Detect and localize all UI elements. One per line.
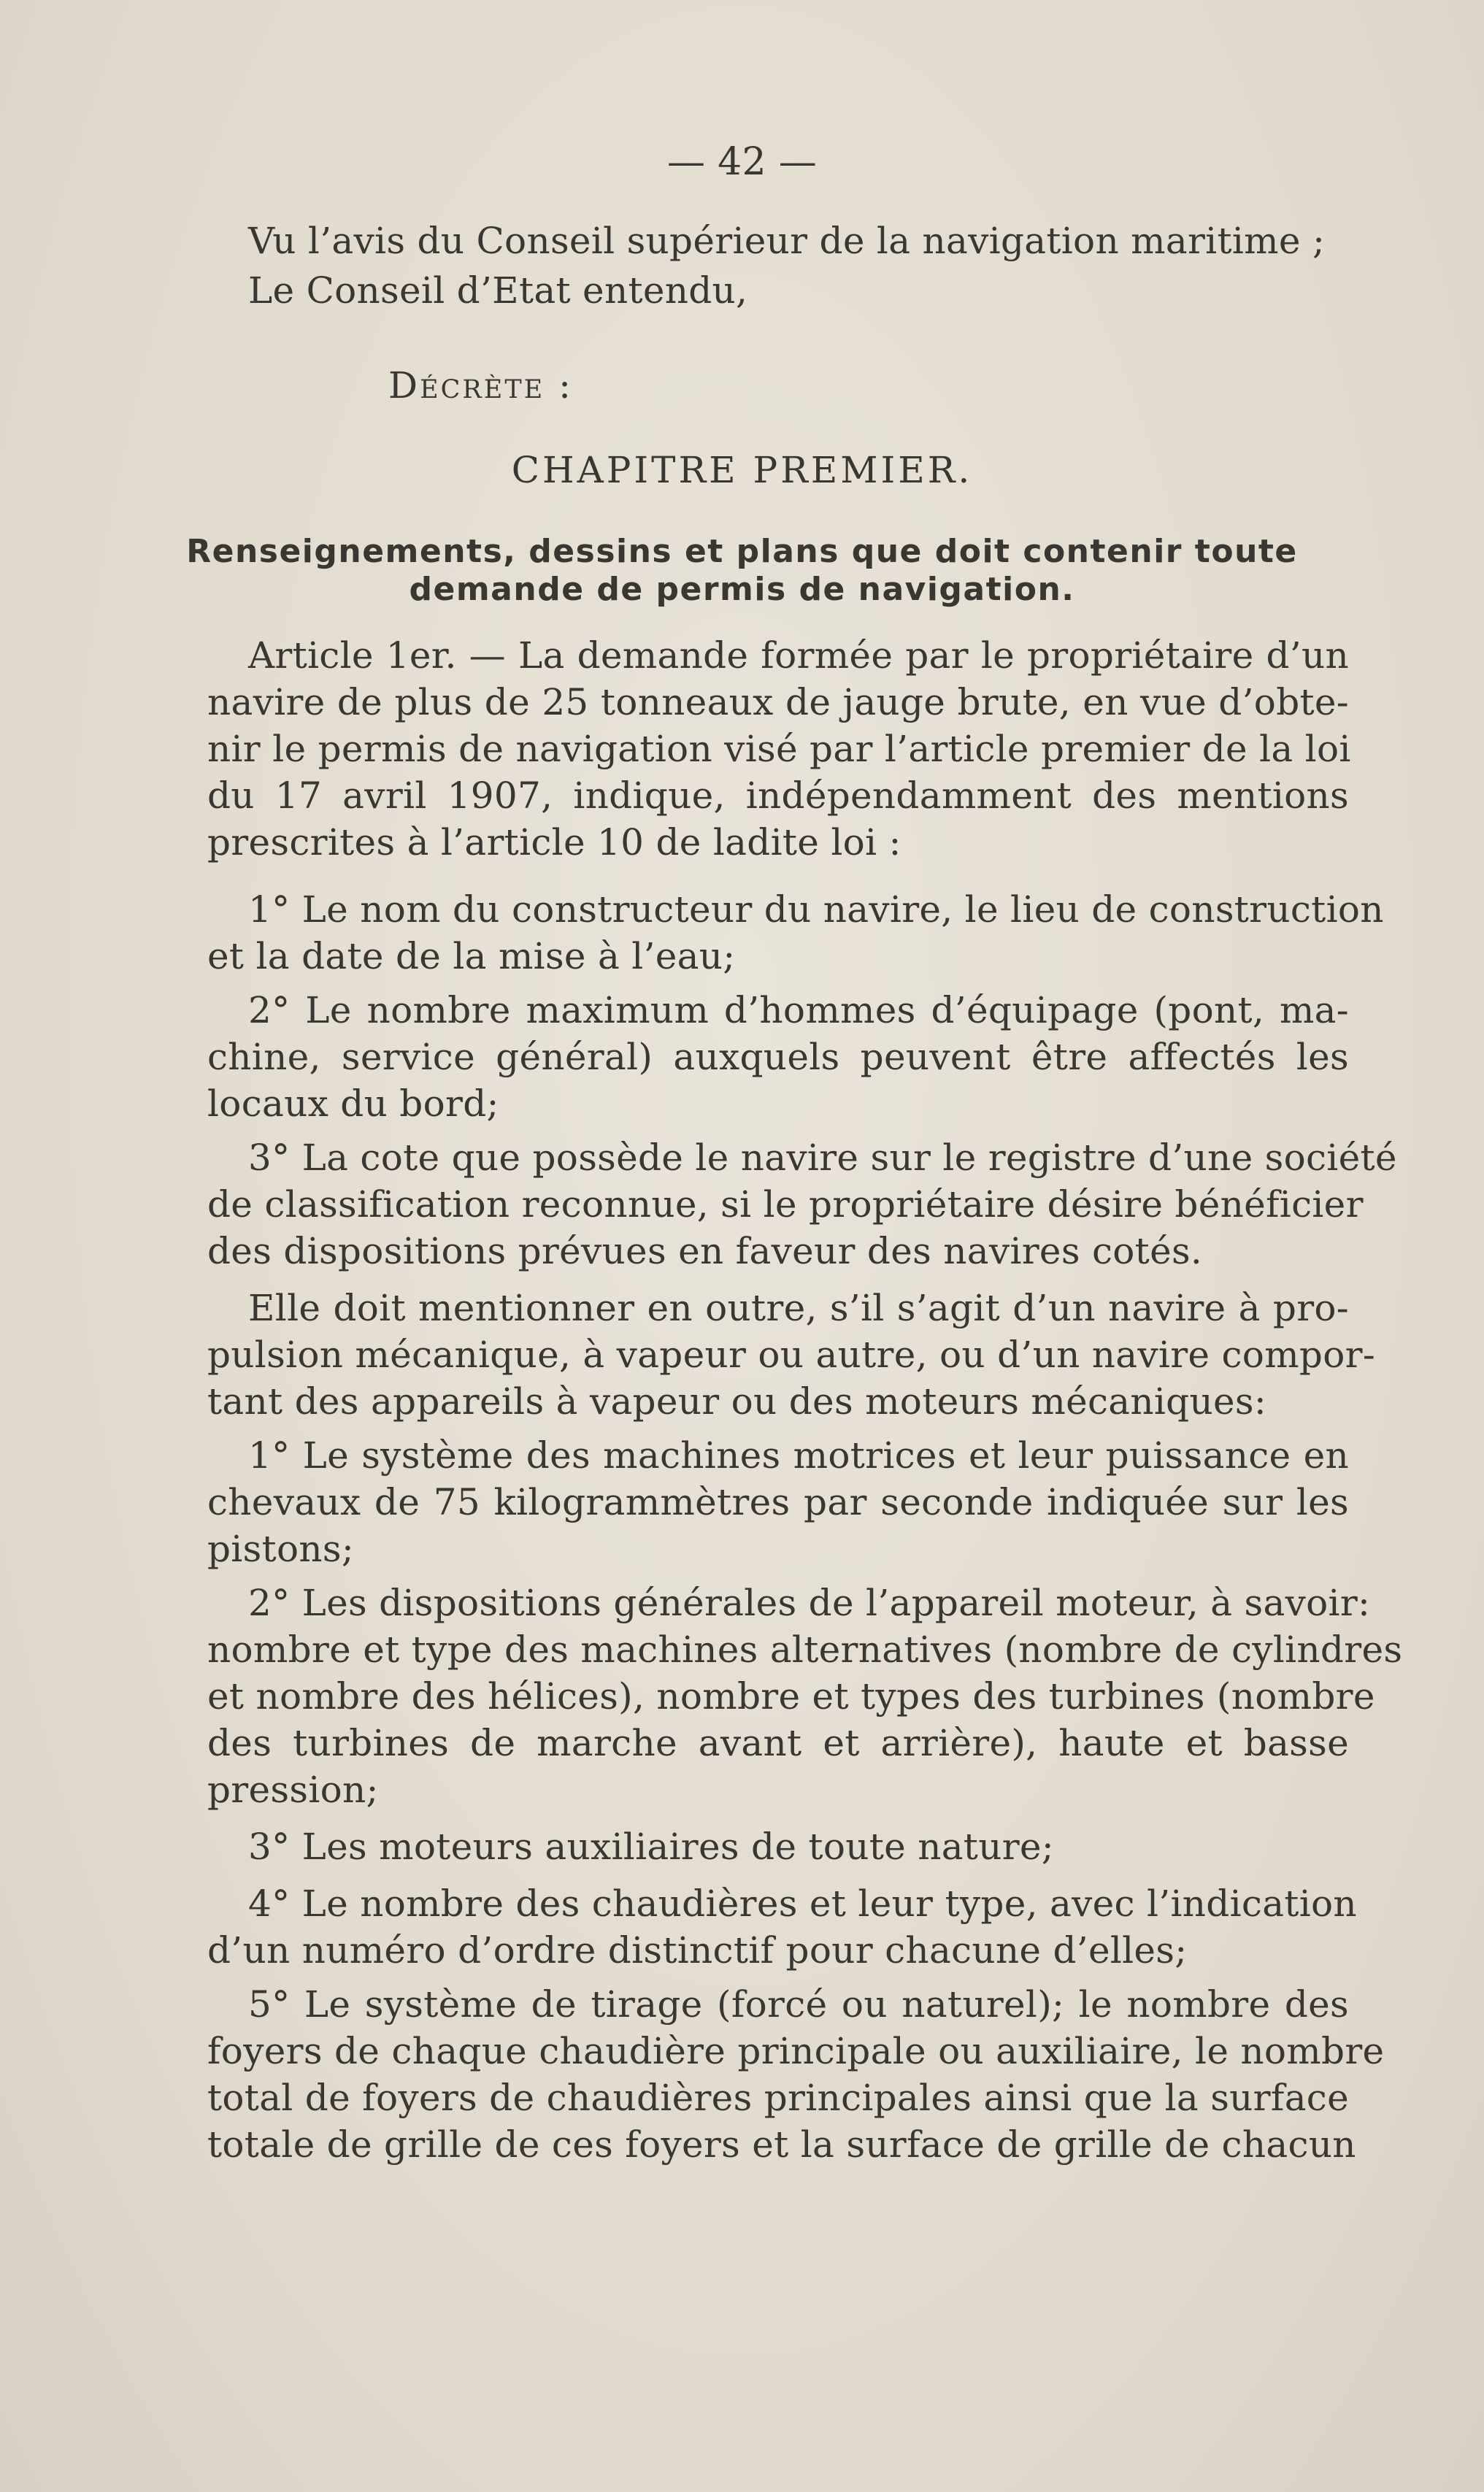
item-line: et la date de la mise à l’eau; bbox=[207, 935, 736, 977]
item-line: des dispositions prévues en faveur des navires cotés. bbox=[207, 1230, 1203, 1272]
item-line: total de foyers de chaudières principales ainsi que la surface bbox=[207, 2077, 1349, 2119]
item-line: locaux du bord; bbox=[207, 1082, 499, 1125]
page-number: — 42 — bbox=[666, 140, 818, 184]
paragraph-line: pulsion mécanique, à vapeur ou autre, ou d’un navire compor- bbox=[207, 1334, 1376, 1376]
item-line: d’un numéro d’ordre distinctif pour chacune d’elles; bbox=[207, 1929, 1188, 1972]
item-line: 3° Les moteurs auxiliaires de toute nature; bbox=[248, 1826, 1054, 1868]
paragraph-line: tant des appareils à vapeur ou des moteurs mécaniques: bbox=[207, 1380, 1266, 1423]
item-line: pistons; bbox=[207, 1528, 354, 1570]
article-line: prescrites à l’article 10 de ladite loi : bbox=[207, 821, 901, 864]
article-line: du 17 avril 1907, indique, indépendamment des mentions bbox=[207, 774, 1349, 817]
item-line: nombre et type des machines alternatives (nombre de cylindres bbox=[207, 1628, 1403, 1671]
item-line: 3° La cote que possède le navire sur le registre d’une société bbox=[248, 1137, 1397, 1179]
preamble-line: Le Conseil d’Etat entendu, bbox=[248, 269, 748, 312]
article-line: navire de plus de 25 tonneaux de jauge brute, en vue d’obte- bbox=[207, 681, 1349, 723]
item-line: foyers de chaque chaudière principale ou auxiliaire, le nombre bbox=[207, 2030, 1385, 2072]
article-line: Article 1er. — La demande formée par le propriétaire d’un bbox=[248, 634, 1349, 677]
item-line: 1° Le nom du constructeur du navire, le lieu de construction bbox=[248, 888, 1384, 931]
chapter-title: CHAPITRE PREMIER. bbox=[511, 449, 973, 491]
paragraph-line: Elle doit mentionner en outre, s’il s’agit d’un navire à pro- bbox=[248, 1287, 1349, 1329]
item-line: 4° Le nombre des chaudières et leur type, avec l’indication bbox=[248, 1883, 1357, 1925]
item-line: et nombre des hélices), nombre et types des turbines (nombre bbox=[207, 1675, 1375, 1718]
item-line: chine, service général) auxquels peuvent être affectés les bbox=[207, 1036, 1349, 1078]
item-line: 1° Le système des machines motrices et leur puissance en bbox=[248, 1434, 1349, 1477]
item-line: des turbines de marche avant et arrière), haute et basse bbox=[207, 1722, 1349, 1764]
preamble-line: Vu l’avis du Conseil supérieur de la navigation maritime ; bbox=[248, 220, 1326, 262]
item-line: 2° Le nombre maximum d’hommes d’équipage (pont, ma- bbox=[248, 989, 1349, 1031]
section-title-line: Renseignements, dessins et plans que doit contenir toute bbox=[186, 533, 1298, 570]
item-line: totale de grille de ces foyers et la surface de grille de chacun bbox=[207, 2123, 1356, 2166]
item-line: pression; bbox=[207, 1769, 379, 1811]
item-line: chevaux de 75 kilogrammètres par seconde indiquée sur les bbox=[207, 1481, 1349, 1523]
item-line: 2° Les dispositions générales de l’appareil moteur, à savoir: bbox=[248, 1582, 1371, 1624]
decree-heading: Décrète : bbox=[388, 364, 573, 407]
section-title-line: demande de permis de navigation. bbox=[409, 571, 1075, 608]
item-line: de classification reconnue, si le propriétaire désire bénéficier bbox=[207, 1183, 1364, 1226]
item-line: 5° Le système de tirage (forcé ou naturel); le nombre des bbox=[248, 1983, 1349, 2026]
article-line: nir le permis de navigation visé par l’article premier de la loi bbox=[207, 728, 1351, 770]
